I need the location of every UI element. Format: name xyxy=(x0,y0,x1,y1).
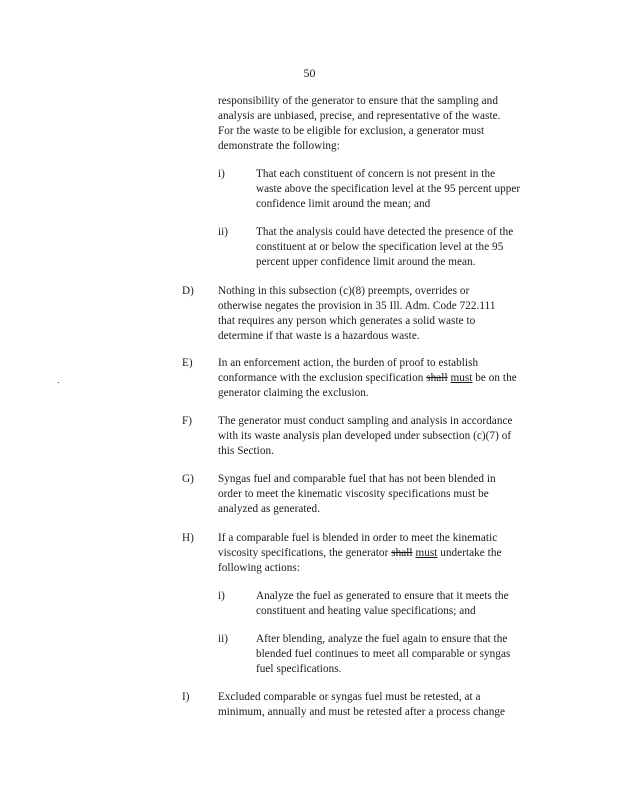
subsection-label: D) xyxy=(182,285,194,297)
text-line: analysis are unbiased, precise, and representative of the waste. xyxy=(218,110,501,122)
item-label: i) xyxy=(218,590,225,602)
page-number: 50 xyxy=(303,66,316,80)
text-line: otherwise negates the provision in 35 Ill. Adm. Code 722.111 xyxy=(218,300,496,312)
text-line: following actions: xyxy=(218,562,300,574)
text-line: If a comparable fuel is blended in order to meet the kinematic xyxy=(218,532,498,544)
text-line: demonstrate the following: xyxy=(218,140,340,152)
scan-speck xyxy=(58,382,59,383)
text-line: Excluded comparable or syngas fuel must be retested, at a xyxy=(218,691,481,703)
text-line: that requires any person which generates a solid waste to xyxy=(218,315,476,327)
item-label: i) xyxy=(218,168,225,180)
text-line: determine if that waste is a hazardous waste. xyxy=(218,330,420,342)
subsection-label: G) xyxy=(182,473,194,485)
text-line: The generator must conduct sampling and analysis in accordance xyxy=(218,415,513,427)
subsection-label: H) xyxy=(182,532,194,544)
text-line-amended xyxy=(218,371,517,386)
text-line-amended xyxy=(218,546,501,561)
text-line: Analyze the fuel as generated to ensure that it meets the xyxy=(256,590,509,602)
deleted-text: shall xyxy=(391,547,413,559)
text-line: constituent at or below the specification level at the 95 xyxy=(256,241,504,253)
text-line: Nothing in this subsection (c)(8) preempts, overrides or xyxy=(218,285,470,297)
item-label: ii) xyxy=(218,226,228,238)
text-line: confidence limit around the mean; and xyxy=(256,198,431,210)
subsection-label: F) xyxy=(182,415,192,427)
subsection-label: I) xyxy=(182,691,190,703)
text-line: responsibility of the generator to ensure that the sampling and xyxy=(218,95,498,107)
text-line: In an enforcement action, the burden of proof to establish xyxy=(218,357,479,369)
text-line: That each constituent of concern is not present in the xyxy=(256,168,496,180)
text-line: fuel specifications. xyxy=(256,663,342,675)
inserted-text: must xyxy=(415,547,438,559)
text-line: this Section. xyxy=(218,445,274,457)
text-run: be on the xyxy=(472,372,517,384)
text-line: minimum, annually and must be retested after a process change xyxy=(218,706,505,718)
text-line: generator claiming the exclusion. xyxy=(218,387,369,399)
text-line: analyzed as generated. xyxy=(218,503,321,515)
item-label: ii) xyxy=(218,633,228,645)
text-line: blended fuel continues to meet all comparable or syngas xyxy=(256,648,511,660)
text-run: viscosity specifications, the generator xyxy=(218,547,392,559)
text-run: undertake the xyxy=(437,547,502,559)
text-run: conformance with the exclusion specification xyxy=(218,372,427,384)
text-line: That the analysis could have detected the presence of the xyxy=(256,226,514,238)
text-line: constituent and heating value specifications; and xyxy=(256,605,476,617)
text-line: For the waste to be eligible for exclusion, a generator must xyxy=(218,125,485,137)
text-line: waste above the specification level at the 95 percent upper xyxy=(256,183,521,195)
text-line: order to meet the kinematic viscosity specifications must be xyxy=(218,488,489,500)
deleted-text: shall xyxy=(426,372,448,384)
text-line: with its waste analysis plan developed under subsection (c)(7) of xyxy=(218,430,512,442)
subsection-label: E) xyxy=(182,357,193,369)
text-line: Syngas fuel and comparable fuel that has not been blended in xyxy=(218,473,496,485)
text-line: After blending, analyze the fuel again to ensure that the xyxy=(256,633,508,645)
text-line: percent upper confidence limit around the mean. xyxy=(256,256,476,268)
inserted-text: must xyxy=(450,372,473,384)
